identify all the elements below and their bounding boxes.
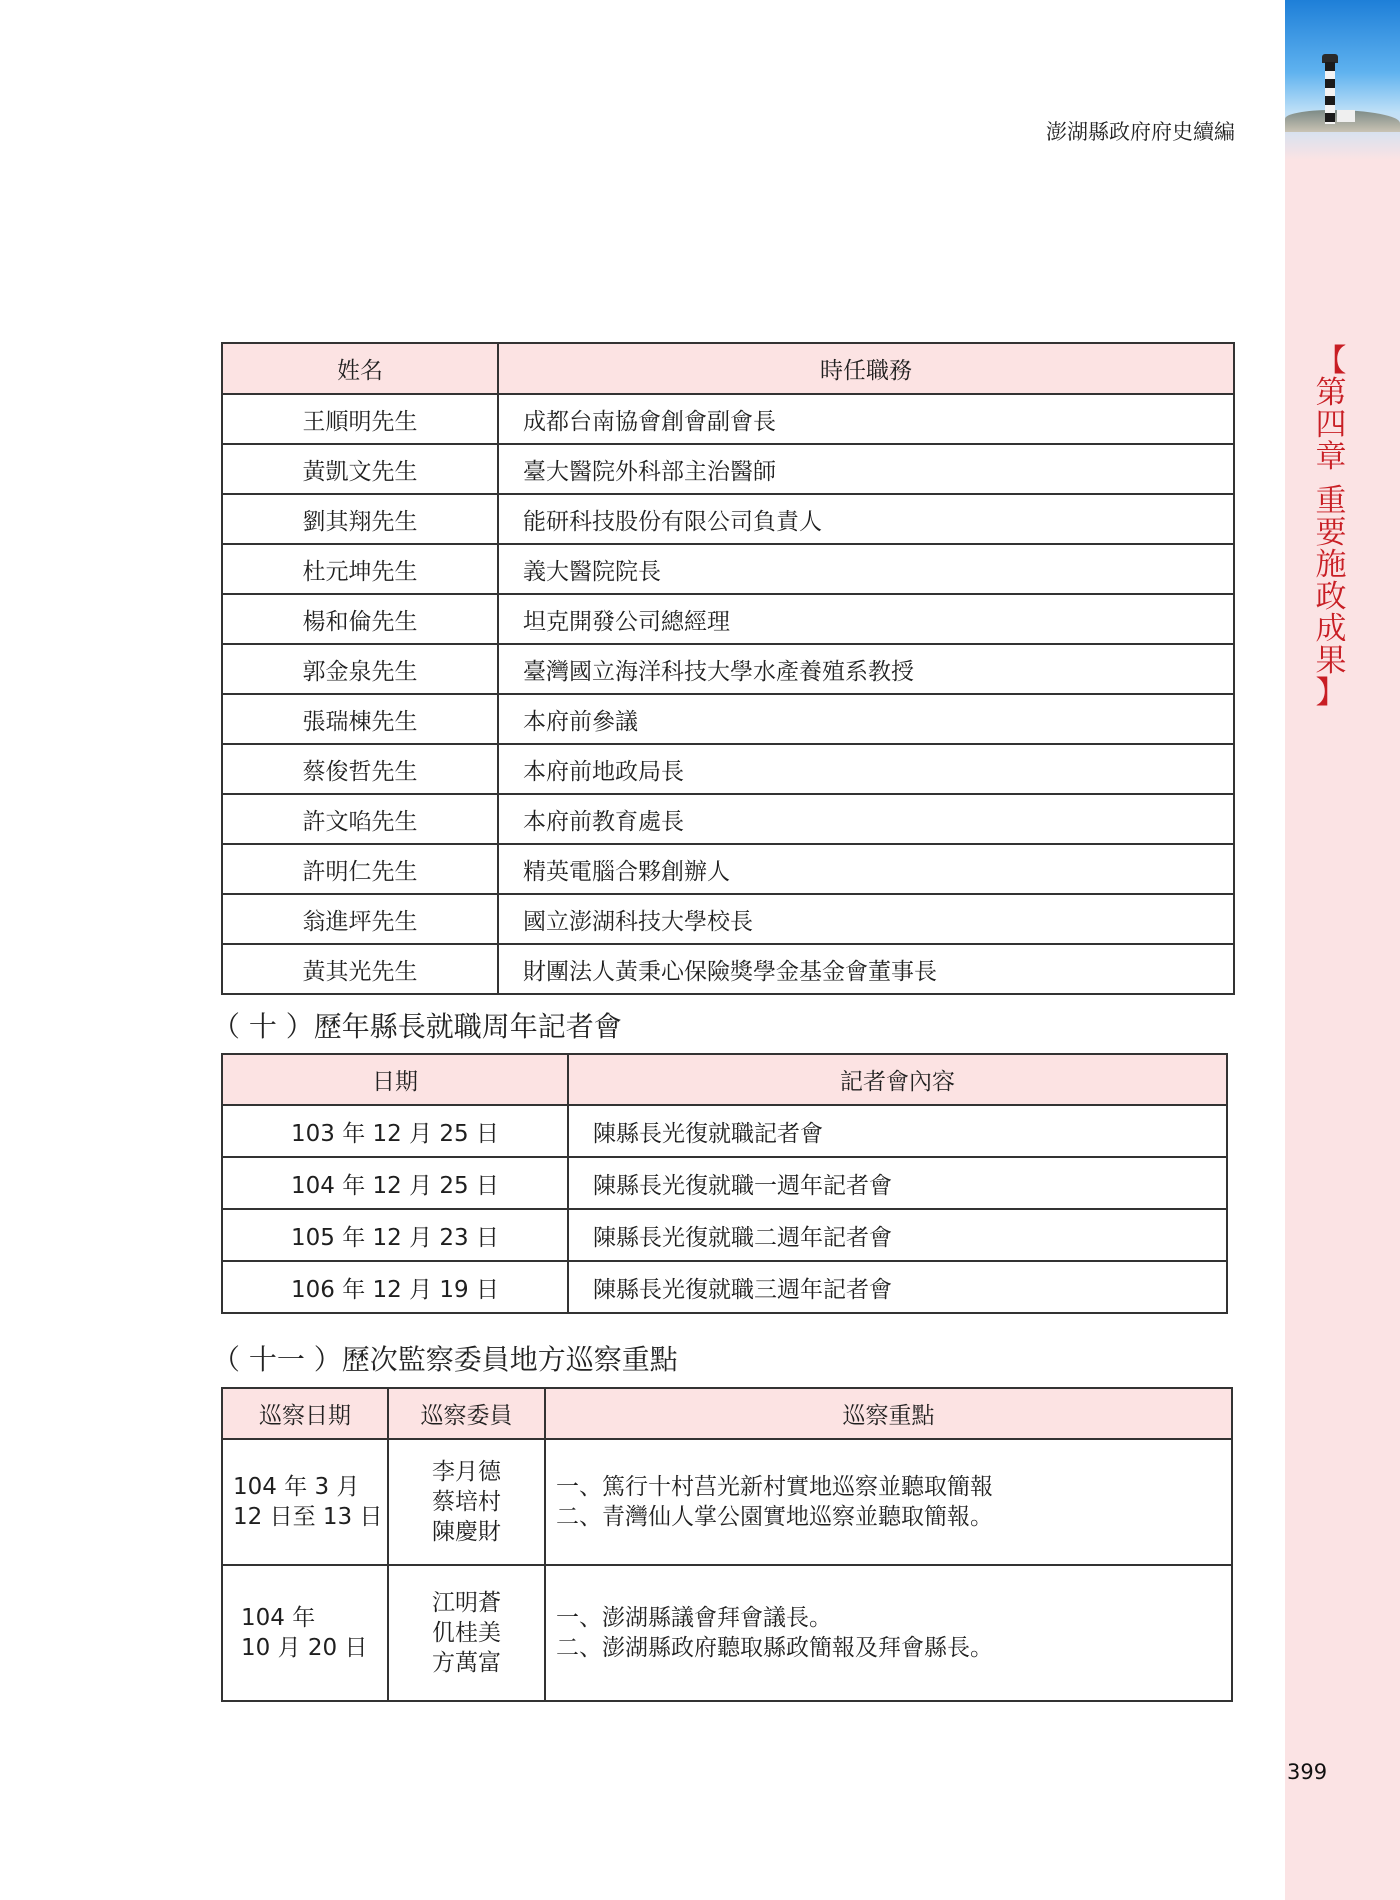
- table-row: [222, 694, 1234, 744]
- date-cell: 105 年 12 月 23 日: [222, 1209, 568, 1261]
- table-header-row: [222, 1388, 1232, 1439]
- position-cell: 臺大醫院外科部主治醫師: [498, 444, 1234, 494]
- position-cell: 本府前教育處長: [498, 794, 1234, 844]
- column-header-name: 姓名: [222, 343, 498, 394]
- table-row: [222, 1157, 1227, 1209]
- content-cell: 陳縣長光復就職一週年記者會: [568, 1157, 1227, 1209]
- inspection-points-cell: 一、篤行十村莒光新村實地巡察並聽取簡報 二、青灣仙人掌公園實地巡察並聽取簡報。: [545, 1439, 1232, 1565]
- book-title: 澎湖縣政府府史續編: [1046, 120, 1235, 144]
- column-header-content: 記者會內容: [568, 1054, 1227, 1105]
- name-cell: 杜元坤先生: [222, 544, 498, 594]
- table-row: [222, 494, 1234, 544]
- table-row: [222, 644, 1234, 694]
- table-row: [222, 394, 1234, 444]
- column-header-position: 時任職務: [498, 343, 1234, 394]
- position-cell: 本府前地政局長: [498, 744, 1234, 794]
- table-header-row: [222, 343, 1234, 394]
- name-cell: 黃凱文先生: [222, 444, 498, 494]
- name-cell: 郭金泉先生: [222, 644, 498, 694]
- date-cell: 103 年 12 月 25 日: [222, 1105, 568, 1157]
- table-row: [222, 894, 1234, 944]
- table-row: [222, 844, 1234, 894]
- table-row: [222, 594, 1234, 644]
- position-cell: 臺灣國立海洋科技大學水產養殖系教授: [498, 644, 1234, 694]
- table-row: [222, 744, 1234, 794]
- press-conference-table: [221, 1053, 1228, 1314]
- table-row: [222, 1209, 1227, 1261]
- position-cell: 坦克開發公司總經理: [498, 594, 1234, 644]
- table-row: [222, 794, 1234, 844]
- chapter-label: 【 第 四 章 重 要 施 政 成 果 】: [1315, 343, 1347, 711]
- column-header-inspection-points: 巡察重點: [545, 1388, 1232, 1439]
- advisors-table: [221, 342, 1235, 995]
- name-cell: 黃其光先生: [222, 944, 498, 994]
- chapter-sidebar: [1285, 0, 1400, 1900]
- position-cell: 能研科技股份有限公司負責人: [498, 494, 1234, 544]
- table-row: [222, 1565, 1232, 1701]
- date-cell: 104 年 12 月 25 日: [222, 1157, 568, 1209]
- content-cell: 陳縣長光復就職三週年記者會: [568, 1261, 1227, 1313]
- position-cell: 精英電腦合夥創辦人: [498, 844, 1234, 894]
- position-cell: 財團法人黃秉心保險獎學金基金會董事長: [498, 944, 1234, 994]
- inspection-date-cell: 104 年 10 月 20 日: [222, 1565, 388, 1701]
- name-cell: 張瑞棟先生: [222, 694, 498, 744]
- name-cell: 許明仁先生: [222, 844, 498, 894]
- table-row: [222, 444, 1234, 494]
- section-11-title: （ 十一 ）歷次監察委員地方巡察重點: [212, 1343, 678, 1376]
- position-cell: 成都台南協會創會副會長: [498, 394, 1234, 444]
- column-header-date: 日期: [222, 1054, 568, 1105]
- content-cell: 陳縣長光復就職二週年記者會: [568, 1209, 1227, 1261]
- position-cell: 義大醫院院長: [498, 544, 1234, 594]
- inspection-points-cell: 一、澎湖縣議會拜會議長。 二、澎湖縣政府聽取縣政簡報及拜會縣長。: [545, 1565, 1232, 1701]
- table-row: [222, 1105, 1227, 1157]
- column-header-inspectors: 巡察委員: [388, 1388, 545, 1439]
- inspection-table: [221, 1387, 1233, 1702]
- section-10-title: （ 十 ）歷年縣長就職周年記者會: [212, 1010, 622, 1043]
- name-cell: 楊和倫先生: [222, 594, 498, 644]
- name-cell: 王順明先生: [222, 394, 498, 444]
- inspectors-cell: 李月德 蔡培村 陳慶財: [388, 1439, 545, 1565]
- table-row: [222, 544, 1234, 594]
- inspectors-cell: 江明蒼 仉桂美 方萬富: [388, 1565, 545, 1701]
- content-cell: 陳縣長光復就職記者會: [568, 1105, 1227, 1157]
- table-header-row: [222, 1054, 1227, 1105]
- position-cell: 國立澎湖科技大學校長: [498, 894, 1234, 944]
- page-number: 399: [1287, 1760, 1328, 1784]
- table-row: [222, 1261, 1227, 1313]
- lighthouse-photo: [1285, 0, 1400, 160]
- table-row: [222, 1439, 1232, 1565]
- table-row: [222, 944, 1234, 994]
- position-cell: 本府前參議: [498, 694, 1234, 744]
- name-cell: 許文啗先生: [222, 794, 498, 844]
- column-header-inspection-date: 巡察日期: [222, 1388, 388, 1439]
- date-cell: 106 年 12 月 19 日: [222, 1261, 568, 1313]
- inspection-date-cell: 104 年 3 月 12 日至 13 日: [222, 1439, 388, 1565]
- name-cell: 劉其翔先生: [222, 494, 498, 544]
- name-cell: 蔡俊哲先生: [222, 744, 498, 794]
- name-cell: 翁進坪先生: [222, 894, 498, 944]
